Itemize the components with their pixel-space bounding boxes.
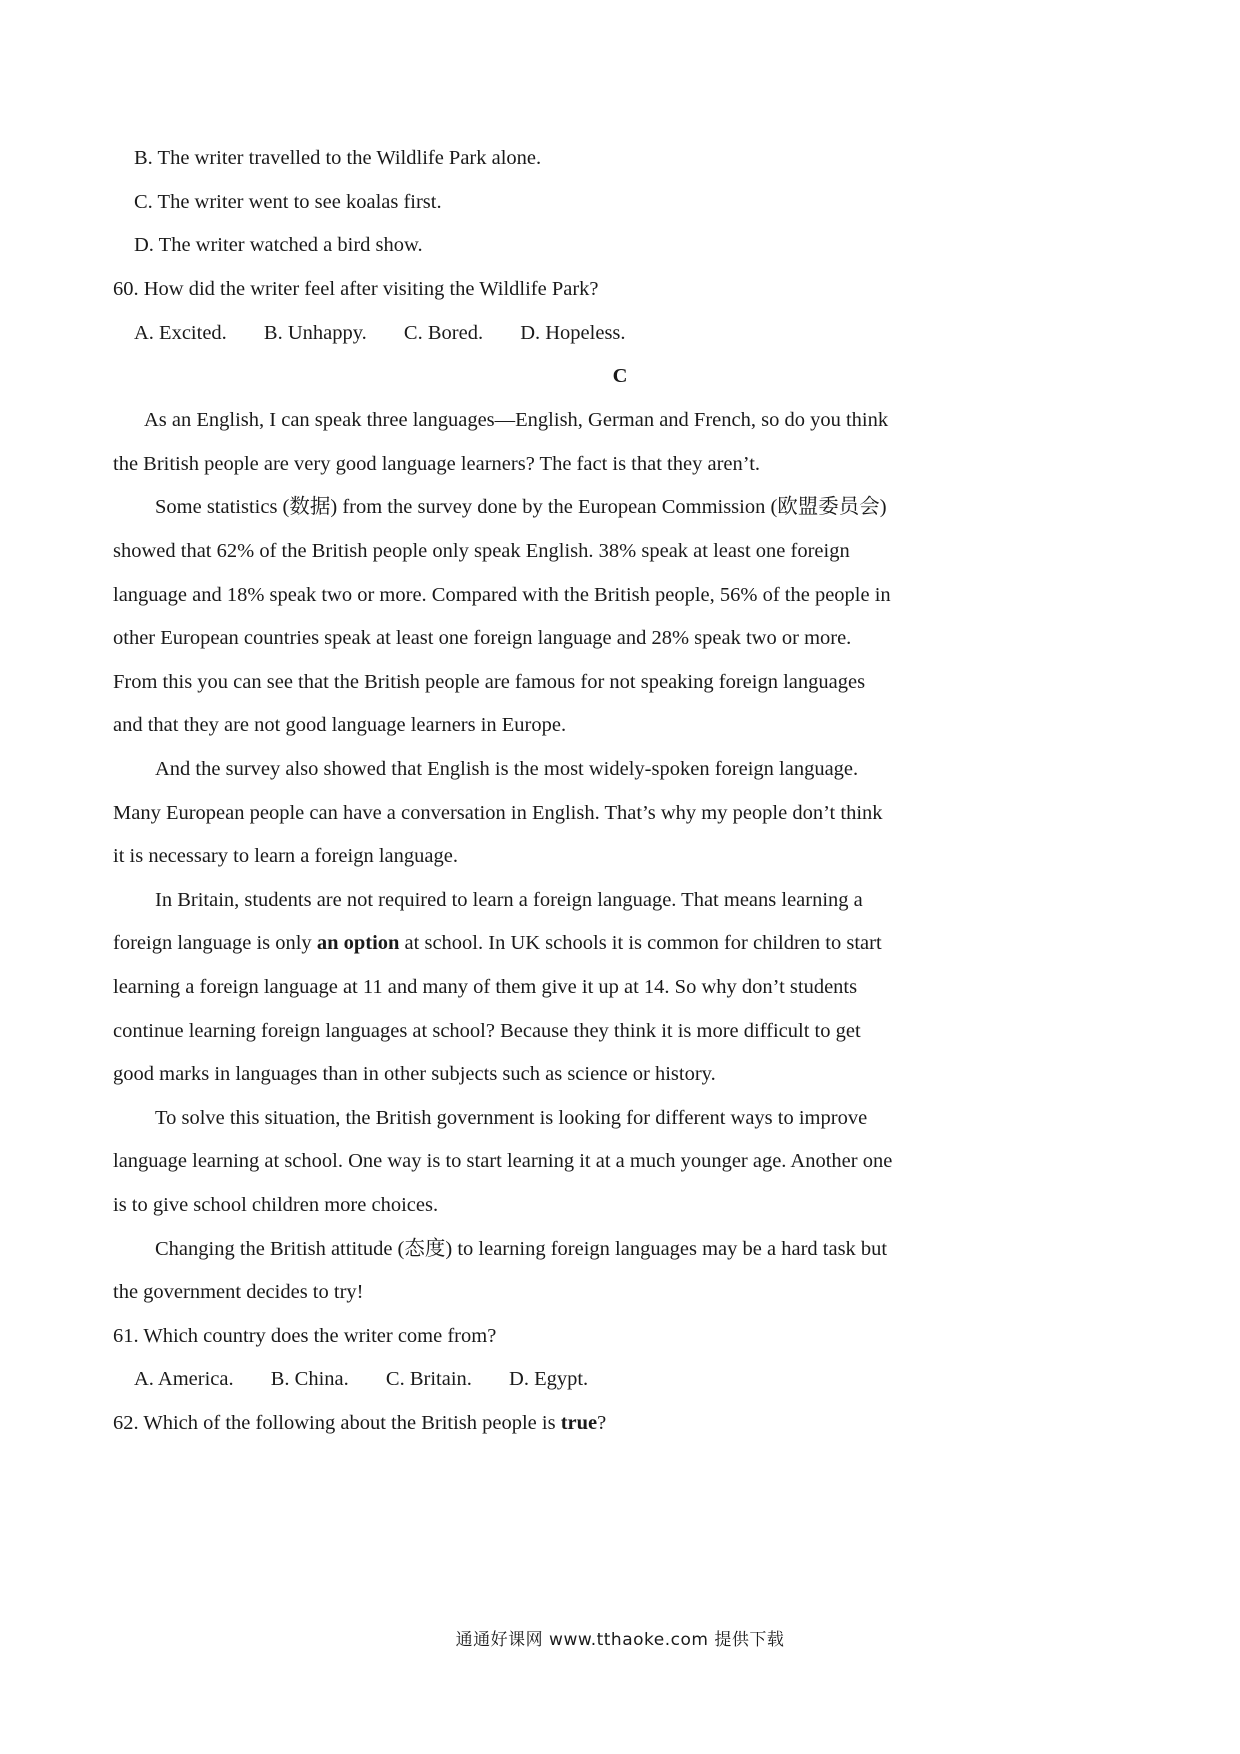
passage-line: the government decides to try!: [113, 1281, 364, 1303]
q60-choice-c: C. Bored.: [403, 322, 484, 344]
q61-choice-c: C. Britain.: [385, 1368, 472, 1390]
passage-line: language learning at school. One way is to start learning it at a much younger age. Another one: [113, 1150, 893, 1172]
option-d-prev: D. The writer watched a bird show.: [134, 234, 423, 256]
passage-line: other European countries speak at least one foreign language and 28% speak two or more.: [113, 627, 852, 649]
question-61-stem: 61. Which country does the writer come from?: [113, 1325, 497, 1347]
q60-choice-d: D. Hopeless.: [520, 322, 626, 344]
q61-choice-a: A. America.: [134, 1368, 234, 1390]
q61-choice-d: D. Egypt.: [509, 1368, 589, 1390]
passage-line: learning a foreign language at 11 and many of them give it up at 14. So why don’t students: [113, 976, 858, 998]
passage-line: From this you can see that the British people are famous for not speaking foreign languages: [113, 671, 866, 693]
passage-line: language and 18% speak two or more. Compared with the British people, 56% of the people in: [113, 584, 891, 606]
passage-line: As an English, I can speak three languages—English, German and French, so do you think: [144, 409, 889, 431]
text-run: 62. Which of the following about the British people is: [113, 1412, 561, 1434]
page-footer: 通通好课网 www.tthaoke.com 提供下载: [455, 1630, 785, 1650]
question-62-stem: [113, 1410, 606, 1436]
q60-choice-b: B. Unhappy.: [263, 322, 367, 344]
passage-line: and that they are not good language learners in Europe.: [113, 714, 567, 736]
q60-choice-a: A. Excited.: [134, 322, 227, 344]
option-b-prev: B. The writer travelled to the Wildlife Park alone.: [134, 147, 542, 169]
text-run: at school. In UK schools it is common for children to start: [399, 932, 882, 954]
question-61-choices: [134, 1366, 588, 1392]
option-c-prev: C. The writer went to see koalas first.: [134, 191, 442, 213]
passage-line: Many European people can have a conversation in English. That’s why my people don’t think: [113, 802, 883, 824]
passage-line: it is necessary to learn a foreign language.: [113, 845, 458, 867]
question-60-stem: 60. How did the writer feel after visiting the Wildlife Park?: [113, 278, 599, 300]
q61-choice-b: B. China.: [270, 1368, 349, 1390]
passage-line: Changing the British attitude (态度) to learning foreign languages may be a hard task but: [155, 1238, 888, 1260]
passage-line: In Britain, students are not required to learn a foreign language. That means learning a: [155, 889, 863, 911]
passage-line: To solve this situation, the British government is looking for different ways to improve: [155, 1107, 868, 1129]
emphasized-phrase: an option: [316, 932, 400, 954]
passage-line: the British people are very good language learners? The fact is that they aren’t.: [113, 453, 761, 475]
passage-line: [113, 930, 882, 956]
text-run: ?: [597, 1412, 607, 1434]
passage-line: is to give school children more choices.: [113, 1194, 439, 1216]
passage-line: continue learning foreign languages at school? Because they think it is more difficult to get: [113, 1020, 861, 1042]
passage-line: good marks in languages than in other subjects such as science or history.: [113, 1063, 716, 1085]
section-label: C: [612, 365, 628, 387]
question-60-choices: [134, 320, 626, 346]
passage-line: showed that 62% of the British people only speak English. 38% speak at least one foreign: [113, 540, 850, 562]
emphasized-word: true: [560, 1412, 598, 1434]
passage-line: Some statistics (数据) from the survey done by the European Commission (欧盟委员会): [155, 496, 887, 518]
text-run: foreign language is only: [113, 932, 317, 954]
passage-line: And the survey also showed that English is the most widely-spoken foreign language.: [155, 758, 859, 780]
